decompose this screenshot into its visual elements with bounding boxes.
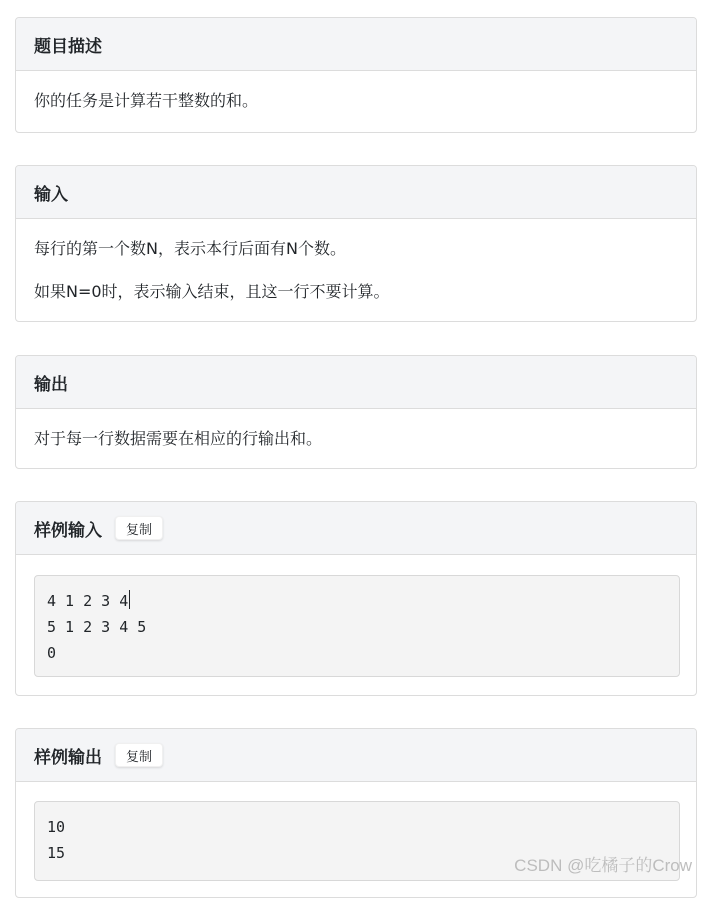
text-caret <box>129 590 130 609</box>
sample-output-line-2: 15 <box>47 844 66 862</box>
input-line-1: 每行的第一个数N，表示本行后面有N个数。 <box>34 239 346 258</box>
description-header <box>16 18 696 71</box>
input-title: 输入 <box>34 184 68 205</box>
sample-input-line-2: 5 1 2 3 4 5 <box>47 618 147 636</box>
sample-input-line-1: 4 1 2 3 4 <box>47 592 129 610</box>
input-card <box>15 165 697 322</box>
sample-input-code[interactable] <box>34 575 680 677</box>
description-title: 题目描述 <box>34 36 102 57</box>
copy-sample-output-button[interactable]: 复制 <box>115 743 163 767</box>
output-text: 对于每一行数据需要在相应的行输出和。 <box>34 429 323 448</box>
sample-input-line-3: 0 <box>47 644 57 662</box>
sample-output-line-1: 10 <box>47 818 66 836</box>
sample-output-header <box>16 729 696 782</box>
sample-output-title: 样例输出 <box>34 747 102 768</box>
input-line-2: 如果N=0时，表示输入结束，且这一行不要计算。 <box>34 282 390 301</box>
sample-input-title: 样例输入 <box>34 520 102 541</box>
description-card <box>15 17 697 133</box>
copy-sample-input-button[interactable]: 复制 <box>115 516 163 540</box>
output-card <box>15 355 697 469</box>
input-header <box>16 166 696 219</box>
csdn-watermark: CSDN @吃橘子的Crow <box>514 856 692 875</box>
sample-input-card <box>15 501 697 696</box>
output-title: 输出 <box>34 374 68 395</box>
sample-input-header <box>16 502 696 555</box>
description-text: 你的任务是计算若干整数的和。 <box>34 91 259 110</box>
output-header <box>16 356 696 409</box>
